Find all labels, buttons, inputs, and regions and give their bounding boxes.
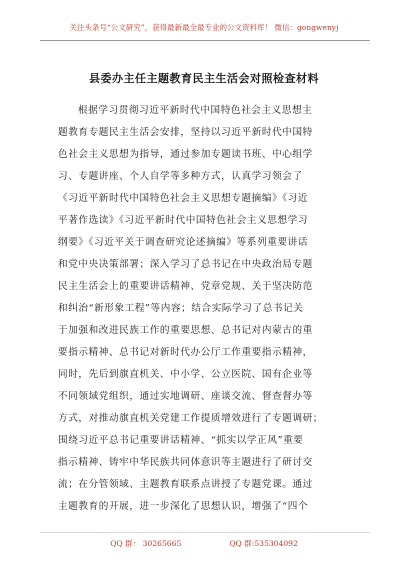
body-line: 和纠治“新形象工程”等内容；结合实际学习了总书记关 <box>58 303 304 314</box>
body-line: 同时，先后到旗直机关、中小学、公立医院、国有企业等 <box>58 369 313 380</box>
body-line: 围绕习近平总书记重要讲话精神、“抓实以学正风”重要 <box>58 435 304 446</box>
footer-qq-group-1: QQ 群： 30265665 <box>110 539 182 548</box>
body-line: 《习近平新时代中国特色社会主义思想专题摘编》《习近 <box>58 193 309 204</box>
header-divider <box>40 40 370 41</box>
footer-contacts <box>0 538 408 549</box>
body-line: 色社会主义思想为指导，通过参加专题读书班、中心组学 <box>58 149 313 160</box>
footer-divider <box>40 532 370 533</box>
body-line: 主题教育的开展，进一步深化了思想认识，增强了“四个 <box>58 501 309 512</box>
body-line: 题教育专题民主生活会安排，坚持以习近平新时代中国特 <box>58 127 313 138</box>
body-line: 根据学习贯彻习近平新时代中国特色社会主义思想主 <box>78 105 313 116</box>
body-line: 要指示精神、总书记对新时代办公厅工作重要指示精神， <box>58 347 313 358</box>
document-body <box>58 100 346 518</box>
header-promo-note: 关注头条号“公文研究”，获得最新最全最专业的公文资料库！ 微信：gongwenyj <box>69 23 339 32</box>
body-line: 于加强和改进民族工作的重要思想、总书记对内蒙古的重 <box>58 325 313 336</box>
body-line: 习、专题讲座、个人自学等多种方式，认真学习领会了 <box>58 171 303 182</box>
body-line: 不同领域党组织，通过实地调研、座谈交流、督查督办等 <box>58 391 313 402</box>
footer-qq-group-2: QQ 群:535304092 <box>229 539 298 548</box>
body-line: 平著作选读》《习近平新时代中国特色社会主义思想学习 <box>58 215 309 226</box>
body-line: 纲要》《习近平关于调查研究论述摘编》等系列重要讲话 <box>58 237 309 248</box>
body-line: 方式，对推动旗直机关党建工作提质增效进行了专题调研； <box>58 413 324 424</box>
document-title: 县委办主任主题教育民主生活会对照检查材料 <box>89 72 319 85</box>
body-line: 流；在分管领域、主题教育联系点讲授了专题党课。通过 <box>58 479 313 490</box>
body-line: 民主生活会上的重要讲话精神、党章党规、关于坚决防范 <box>58 281 313 292</box>
body-line: 和党中央决策部署；深入学习了总书记在中央政治局专题 <box>58 259 313 270</box>
body-line: 指示精神、铸牢中华民族共同体意识等主题进行了研讨交 <box>58 457 313 468</box>
